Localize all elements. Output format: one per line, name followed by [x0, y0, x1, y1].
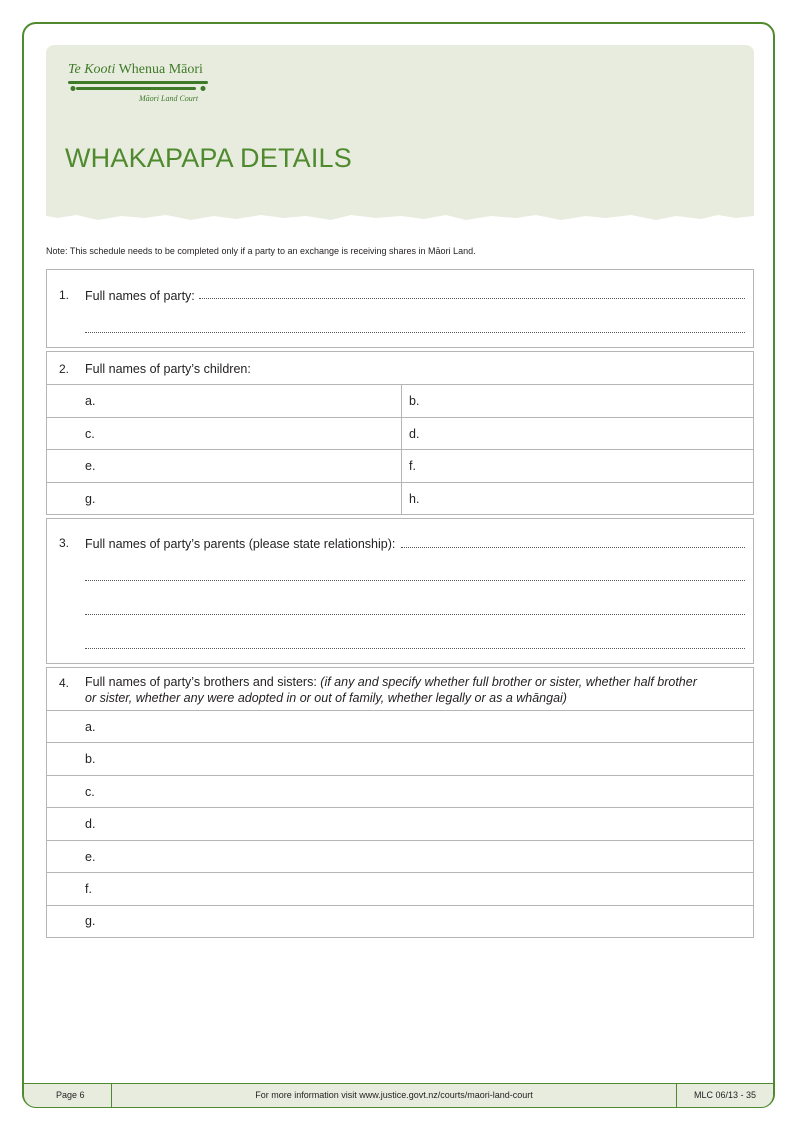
footer-page-number: Page 6 — [24, 1084, 111, 1107]
child-field-a[interactable]: a. — [85, 394, 96, 408]
section-number: 2. — [59, 362, 70, 376]
page-footer — [22, 1083, 775, 1107]
child-field-f[interactable]: f. — [409, 459, 416, 473]
section-2-box — [46, 351, 754, 515]
parents-line-3[interactable] — [85, 614, 745, 615]
page-title: WHAKAPAPA DETAILS — [65, 143, 352, 173]
sibling-field-c[interactable]: c. — [85, 785, 95, 799]
parents-line-2[interactable] — [85, 580, 745, 581]
sibling-field-g[interactable]: g. — [85, 914, 96, 928]
logo-title: Te Kooti Whenua Māori — [68, 62, 203, 77]
court-logo — [68, 62, 228, 112]
sibling-field-a[interactable]: a. — [85, 720, 96, 734]
logo-bars-icon — [68, 79, 218, 93]
section-3-label: Full names of party’s parents (please state relationship): — [85, 537, 396, 551]
logo-subtitle: Māori Land Court — [139, 94, 199, 103]
footer-info-link[interactable]: For more information visit www.justice.govt.nz/courts/maori-land-court — [112, 1084, 676, 1107]
instruction-note: Note: This schedule needs to be completed only if a party to an exchange is receiving shares in Māori Land. — [46, 246, 476, 256]
section-3-box — [46, 518, 754, 664]
section-1-label: Full names of party: — [85, 289, 195, 303]
section-4-label-cont: or sister, whether any were adopted in or out of family, whether legally or as a whāngai) — [85, 691, 567, 705]
parents-line-4[interactable] — [85, 648, 745, 649]
child-field-h[interactable]: h. — [409, 492, 420, 506]
section-1-box — [46, 269, 754, 348]
rough-edge-graphic — [46, 209, 754, 223]
sibling-field-f[interactable]: f. — [85, 882, 92, 896]
child-field-e[interactable]: e. — [85, 459, 96, 473]
section-number: 3. — [59, 536, 70, 550]
footer-form-code: MLC 06/13 - 35 — [677, 1084, 773, 1107]
child-field-g[interactable]: g. — [85, 492, 96, 506]
section-2-label: Full names of party’s children: — [85, 362, 251, 376]
child-field-d[interactable]: d. — [409, 427, 420, 441]
sibling-field-e[interactable]: e. — [85, 850, 96, 864]
party-name-line-2[interactable] — [85, 332, 745, 333]
section-4-box — [46, 667, 754, 938]
section-number: 4. — [59, 676, 70, 690]
child-field-c[interactable]: c. — [85, 427, 95, 441]
section-4-label: Full names of party’s brothers and sisters: (if any and specify whether full brother or sister, whether half brother — [85, 675, 697, 689]
sibling-field-d[interactable]: d. — [85, 817, 96, 831]
parents-line-1[interactable] — [401, 547, 745, 548]
sibling-field-b[interactable]: b. — [85, 752, 96, 766]
section-number: 1. — [59, 288, 70, 302]
child-field-b[interactable]: b. — [409, 394, 420, 408]
party-name-line-1[interactable] — [199, 298, 745, 299]
